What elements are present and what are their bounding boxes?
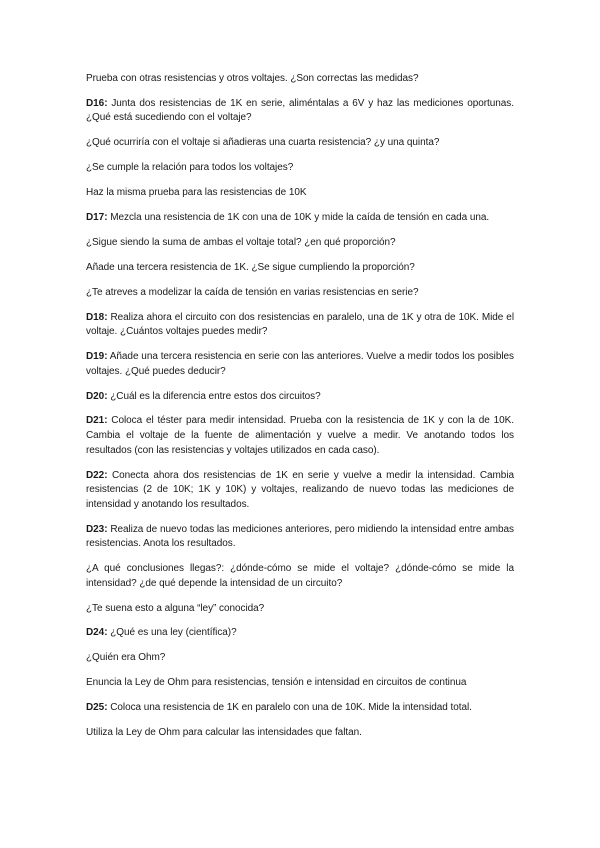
paragraph [86,676,514,691]
paragraph-text: Añade una tercera resistencia en serie con las anteriores. Vuelve a medir todos los posibles voltajes. ¿Qué puedes deducir? [86,351,514,377]
question-label: D21: [86,415,108,427]
paragraph [86,350,514,379]
paragraph [86,651,514,666]
paragraph-text: ¿Qué ocurriría con el voltaje si añadieras una cuarta resistencia? ¿y una quinta? [86,137,440,149]
paragraph [86,701,514,716]
paragraph-text: Mezcla una resistencia de 1K con una de 10K y mide la caída de tensión en cada una. [107,212,490,224]
question-label: D19: [86,351,108,363]
paragraph [86,523,514,552]
paragraph [86,136,514,151]
paragraph [86,626,514,641]
paragraph-text: Haz la misma prueba para las resistencias de 10K [86,187,307,199]
paragraph-text: ¿Qué es una ley (científica)? [107,627,237,639]
paragraph-text: ¿Sigue siendo la suma de ambas el voltaje total? ¿en qué proporción? [86,236,396,248]
paragraph-text: Prueba con otras resistencias y otros voltajes. ¿Son correctas las medidas? [86,73,419,84]
paragraph-text: ¿A qué conclusiones llegas?: ¿dónde-cómo se mide el voltaje? ¿dónde-cómo se mide la intensidad? ¿de qué depende la intensidad de un circuito? [86,563,514,589]
paragraph-text: ¿Te atreves a modelizar la caída de tensión en varias resistencias en serie? [86,286,419,298]
paragraph [86,562,514,591]
paragraph [86,161,514,176]
paragraph-text: Añade una tercera resistencia de 1K. ¿Se sigue cumpliendo la proporción? [86,261,415,273]
paragraph [86,97,514,126]
paragraph-text: Realiza de nuevo todas las mediciones anteriores, pero midiendo la intensidad entre ambas resistencias. Anota los resultados. [86,523,514,550]
paragraph [86,236,514,251]
paragraph [86,261,514,276]
question-label: D22: [86,469,108,481]
question-label: D16: [86,97,108,109]
paragraph [86,211,514,226]
question-label: D23: [86,523,108,535]
paragraph [86,286,514,301]
paragraph-text: Utiliza la Ley de Ohm para calcular las intensidades que faltan. [86,727,362,739]
question-label: D25: [86,702,108,714]
paragraph-text: Conecta ahora dos resistencias de 1K en serie y vuelve a medir la intensidad. Cambia resistencias (2 de 10K; 1K y 10K) y voltajes, realizando de nuevo todas las mediciones de intensidad y anotando los resultados. [86,469,514,510]
question-label: D17: [86,212,108,224]
paragraph-text: Coloca el téster para medir intensidad. Prueba con la resistencia de 1K y con la de 10K. Cambia el voltaje de la fuente de alimentación y vuelve a medir. Ve anotando todos los resultados (con las resistencias y voltajes utilizados en cada caso). [86,415,514,456]
paragraph-text: ¿Cuál es la diferencia entre estos dos circuitos? [107,390,321,402]
paragraph [86,469,514,513]
paragraph-text: ¿Te suena esto a alguna “ley” conocida? [86,602,265,614]
question-label: D20: [86,390,108,402]
paragraph [86,726,514,741]
question-label: D18: [86,311,108,323]
paragraph-text: Realiza ahora el circuito con dos resistencias en paralelo, una de 1K y otra de 10K. Mide el voltaje. ¿Cuántos voltajes puedes medir? [86,311,514,338]
paragraph [86,186,514,201]
paragraph-text: Enuncia la Ley de Ohm para resistencias, tensión e intensidad en circuitos de continua [86,677,467,689]
paragraph-text: Coloca una resistencia de 1K en paralelo con una de 10K. Mide la intensidad total. [107,702,472,714]
paragraph-text: ¿Se cumple la relación para todos los voltajes? [86,162,294,174]
paragraph-text: Junta dos resistencias de 1K en serie, aliméntalas a 6V y haz las mediciones oportunas. ¿Qué está sucediendo con el voltaje? [86,97,514,124]
paragraph [86,602,514,617]
paragraph [86,72,514,87]
question-label: D24: [86,627,108,639]
paragraph-text: ¿Quién era Ohm? [86,652,166,664]
paragraph [86,390,514,405]
paragraph [86,414,514,458]
paragraph [86,311,514,340]
